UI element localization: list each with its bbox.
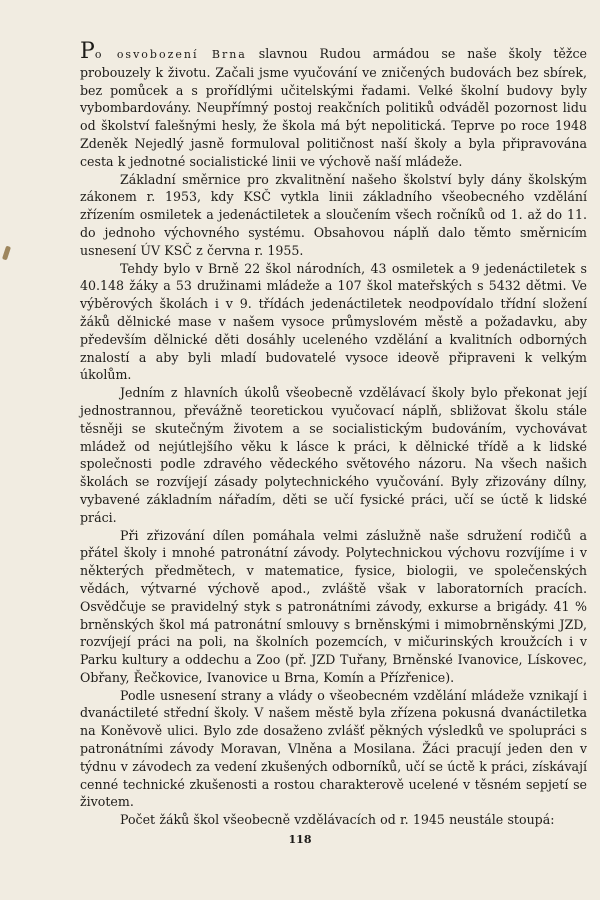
margin-ink-mark bbox=[2, 246, 11, 261]
opening-smallcaps: o osvobození Brna bbox=[94, 48, 247, 61]
paragraph-1-text: slavnou Rudou armádou se naše školy těžce probouzely k životu. Začali jsme vyučování ve zničených budovách bez sbírek, bez pomůcek a s prořídlými učitelskými řadami. Velké školní budovy byly vybombardovány. Neupřímný postoj reakčních politiků odváděl pozornost lidu od školství falešnými hesly, že škola má být nepolitická. Teprve po roce 1948 Zdeněk Nejedlý jasně formuloval političnost naší školy a byla připravována cesta k jednotné socialistické linii ve výchově naší mládeže. bbox=[80, 46, 587, 169]
drop-cap: P bbox=[80, 39, 95, 64]
paragraph-3: Tehdy bylo v Brně 22 škol národních, 43 osmiletek a 9 jedenáctiletek s 40.148 žáky a 53 družinami mládeže a 107 škol mateřských s 5432 dětmi. Ve výběrových školách i v 9. třídách jedenáctiletek neodpovídalo třídní složení žáků dělnické mase v našem vysoce průmyslovém městě a požadavku, aby především dělnické děti dosáhly uceleného vzdělání a kvalitních odborných znalostí a aby byli mladí budovatelé vysoce ideově připraveni k velkým úkolům. bbox=[80, 260, 587, 383]
paragraph-4: Jedním z hlavních úkolů všeobecně vzdělávací školy bylo překonat její jednostrannou, převážně teoretickou vyučovací náplň, sbližovat školu stále těsněji se skutečným životem a se socialistickým budováním, vychovávat mládež od nejútlejšího věku k lásce k práci, k dělnické třídě a k lidské společnosti podle zdravého vědeckého světového názoru. Na všech našich školách se rozvíjejí zásady polytechnického vyučování. Byly zřizovány dílny, vybavené základním nářadím, děti se učí fysické práci, učí se úctě k lidské práci. bbox=[80, 385, 587, 525]
paragraph-2: Základní směrnice pro zkvalitnění našeho školství byly dány školským zákonem r. 1953, kdy KSČ vytkla linii základního všeobecného vzdělání zřízením osmiletek a jedenáctiletek a sloučením všech ročníků od 1. až do 11. do jednoho výchovného systému. Obsahovou náplň dalo těmto směrnicím usnesení ÚV KSČ z června r. 1955. bbox=[80, 171, 587, 258]
paragraph-7: Počet žáků škol všeobecně vzdělávacích od r. 1945 neustále stoupá: bbox=[120, 812, 555, 828]
paragraph-5: Při zřizování dílen pomáhala velmi záslužně naše sdružení rodičů a přátel školy i mnohé patronátní závody. Polytechnickou výchovu rozvíjíme i v některých předmětech, v matematice, fysice, biologii, ve společenských vědách, výtvarné výchově apod., zvláště však v laboratorních pracích. Osvědčuje se pravidelný styk s patronátními závody, exkurse a brigády. 41 % brněnských škol má patronátní smlouvy s brněnskými i mimobrněnskými JZD, rozvíjejí práci na poli, na školních pozemcích, v mičurinských kroužcích i v Parku kultury a oddechu a Zoo (př. JZD Tuřany, Brněnské Ivanovice, Lískovec, Obřany, Řečkovice, Ivanovice u Brna, Komín a Přízřenice). bbox=[80, 527, 587, 685]
paragraph-1 bbox=[80, 39, 587, 171]
paragraph-6: Podle usnesení strany a vlády o všeobecném vzdělání mládeže vznikají i dvanáctileté střední školy. V našem městě byla zřízena pokusná dvanáctiletka na Koněvově ulici. Bylo zde dosaženo zvlášť pěkných výsledků ve spolupráci s patronátními závody Moravan, Vlněna a Mosilana. Žáci pracují jeden den v týdnu v závodech za vedení zkušených odborníků, učí se úctě k práci, získávají cenné technické zkušenosti a rostou charakterově ucelené v těsném sepjetí se životem. bbox=[80, 687, 587, 810]
page-number: 118 bbox=[288, 833, 312, 846]
body-text bbox=[80, 39, 587, 829]
